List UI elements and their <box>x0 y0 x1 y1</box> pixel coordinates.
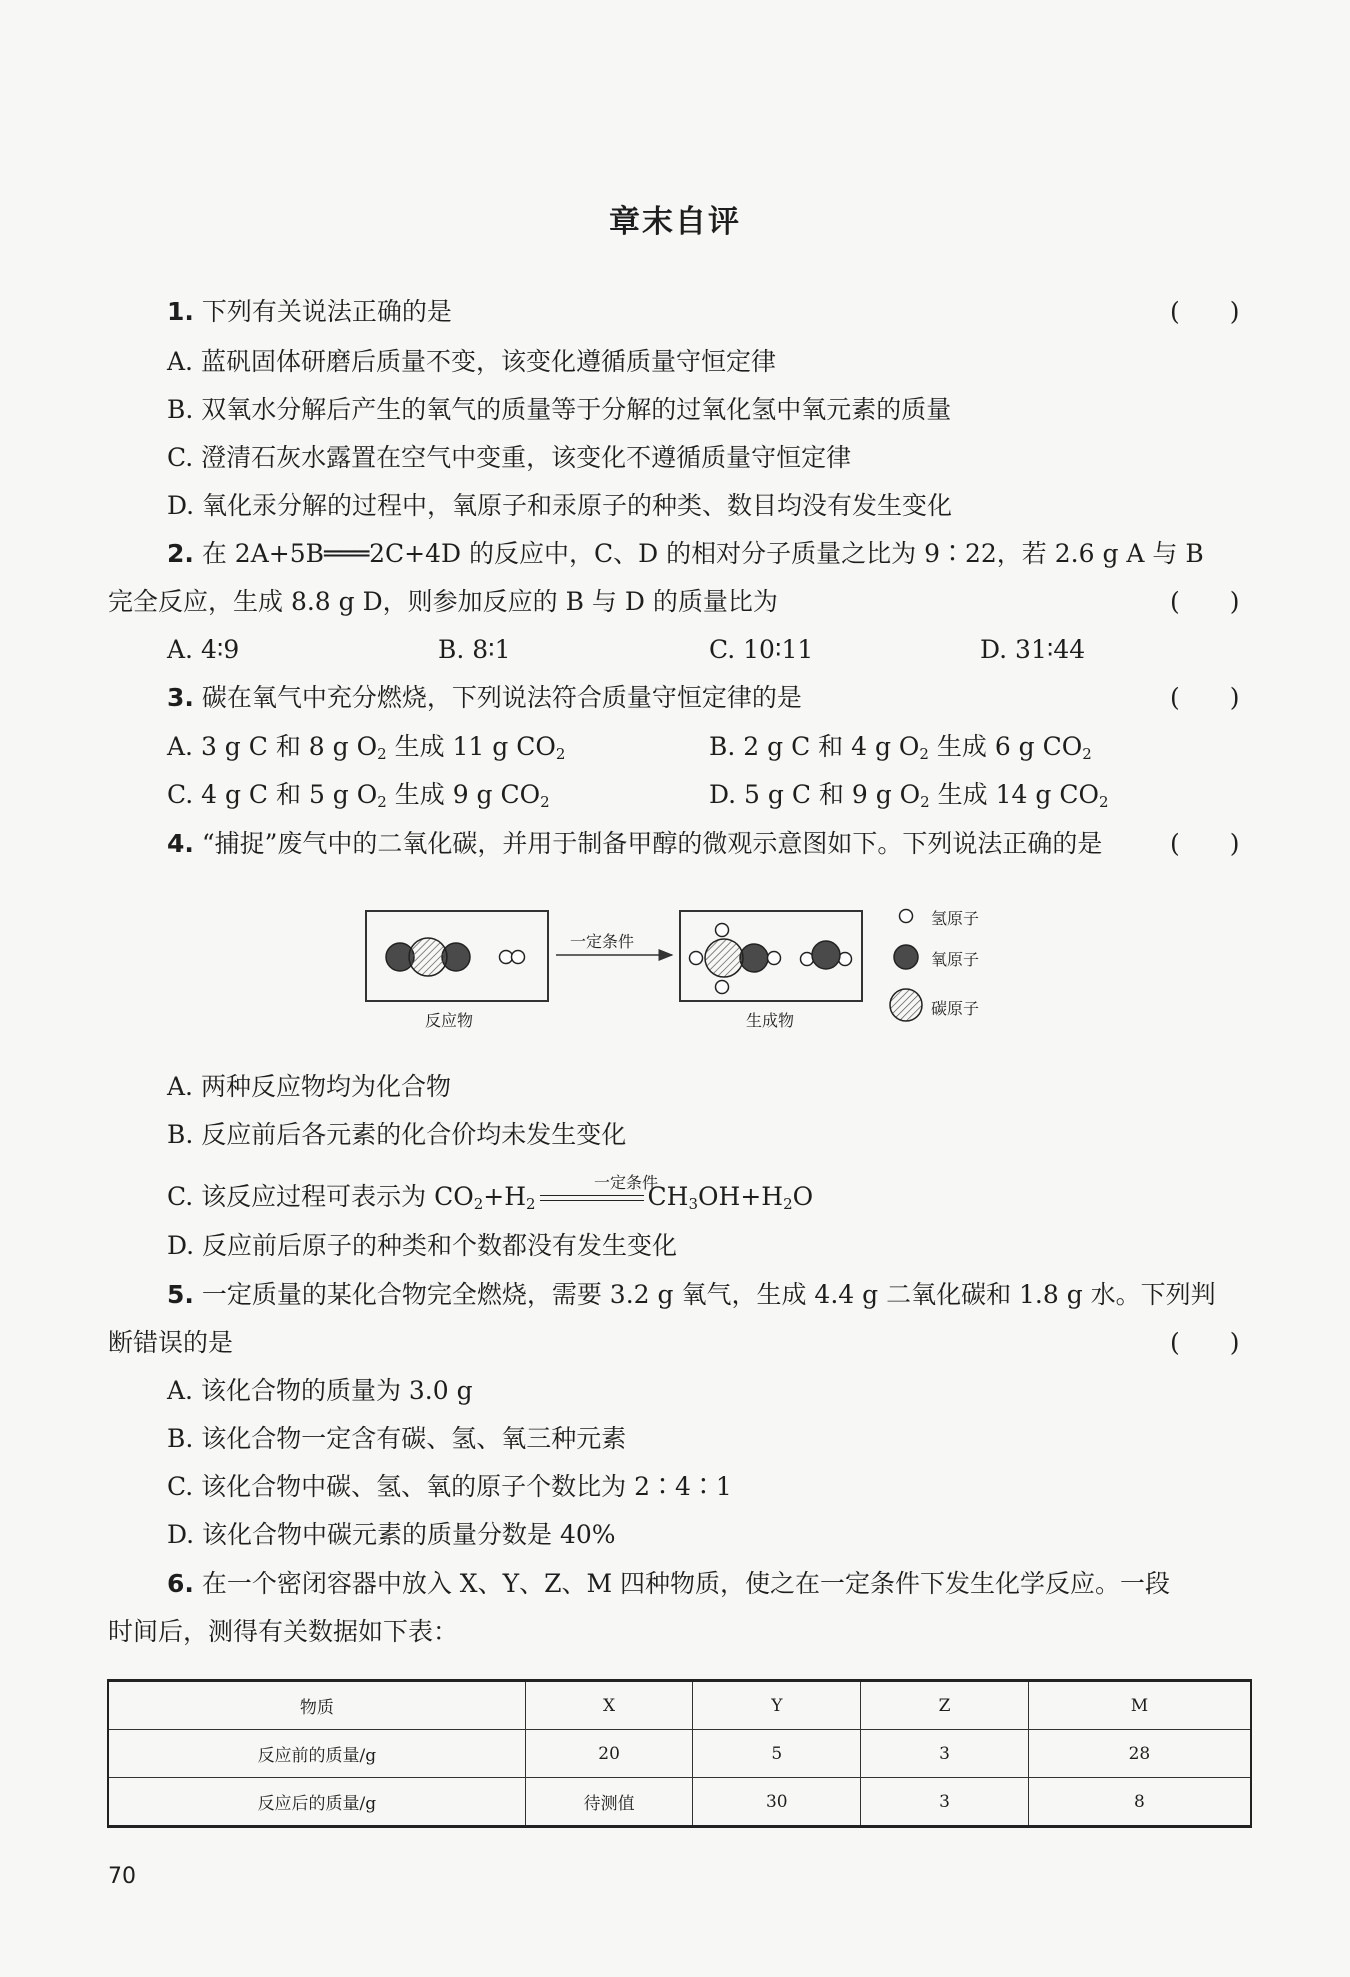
q1-number: 1. <box>167 297 194 326</box>
q3-option-d-part2: 生成 14 g CO <box>929 780 1099 809</box>
oxygen-atom <box>812 941 840 969</box>
q4-answer-paren: ( ) <box>1170 829 1240 858</box>
table-header-cell: Z <box>861 1681 1029 1730</box>
q6-text1: 在一个密闭容器中放入 X、Y、Z、M 四种物质，使之在一定条件下发生化学反应。一段 <box>201 1569 1171 1598</box>
table-header-cell: 物质 <box>108 1681 525 1730</box>
table-cell: 反应前的质量/g <box>108 1730 525 1778</box>
table-row <box>108 1730 1251 1778</box>
table-cell: 3 <box>861 1778 1029 1827</box>
q2-option-a: A. 4∶9 <box>167 635 240 664</box>
q3-option-a-part2: 生成 11 g CO <box>386 732 556 761</box>
q3-option-d-sub2: 2 <box>1098 793 1109 811</box>
q4-text: “捕捉”废气中的二氧化碳，并用于制备甲醇的微观示意图如下。下列说法正确的是 <box>201 829 1103 858</box>
table-row <box>108 1778 1251 1827</box>
q4-option-c-post3: O <box>792 1182 814 1211</box>
q6-number: 6. <box>167 1569 194 1598</box>
q5-option-c: C. 该化合物中碳、氢、氧的原子个数比为 2∶4∶1 <box>167 1472 732 1501</box>
q1-stem <box>167 296 452 328</box>
q3-option-c-part1: C. 4 g C 和 5 g O <box>167 780 378 809</box>
q3-option-d <box>709 779 1109 811</box>
q3-option-b-sub1: 2 <box>919 745 929 763</box>
q3-option-d-sub1: 2 <box>920 793 930 811</box>
q3-option-b-sub2: 2 <box>1082 745 1092 763</box>
page-title: 章末自评 <box>609 204 741 240</box>
q5-number: 5. <box>167 1280 194 1309</box>
table-header-cell: X <box>525 1681 693 1730</box>
q4-option-b: B. 反应前后各元素的化合价均未发生变化 <box>167 1120 627 1149</box>
q2-number: 2. <box>167 539 194 568</box>
q6-stem-line1 <box>167 1568 1170 1600</box>
q5-stem-line2: 断错误的是 <box>108 1328 234 1357</box>
q3-option-a <box>167 731 565 763</box>
q4-option-c <box>167 1181 813 1213</box>
hydrogen-atom <box>690 952 703 965</box>
table-cell: 待测值 <box>525 1778 693 1827</box>
q3-text: 碳在氧气中充分燃烧，下列说法符合质量守恒定律的是 <box>201 683 802 712</box>
table-cell: 5 <box>693 1730 861 1778</box>
q5-text1: 一定质量的某化合物完全燃烧，需要 3.2 g 氧气，生成 4.4 g 二氧化碳和 1.8 g 水。下列判 <box>201 1280 1216 1309</box>
q4-option-c-mid: +H <box>483 1182 526 1211</box>
hydrogen-atom <box>500 951 513 964</box>
q5-option-a: A. 该化合物的质量为 3.0 g <box>167 1376 473 1405</box>
q1-option-d: D. 氧化汞分解的过程中，氧原子和汞原子的种类、数目均没有发生变化 <box>167 491 953 520</box>
q2-option-b: B. 8∶1 <box>438 635 511 664</box>
q4-number: 4. <box>167 829 194 858</box>
q3-option-c <box>167 779 550 811</box>
q4-option-c-sub1: 2 <box>473 1195 484 1213</box>
q3-option-b-part1: B. 2 g C 和 4 g O <box>709 732 920 761</box>
q5-answer-paren: ( ) <box>1170 1328 1240 1357</box>
q1-answer-paren: ( ) <box>1170 297 1240 326</box>
hydrogen-atom <box>768 952 781 965</box>
q3-option-b-part2: 生成 6 g CO <box>928 732 1083 761</box>
table-cell: 3 <box>861 1730 1029 1778</box>
hydrogen-atom <box>512 951 525 964</box>
q3-option-a-sub1: 2 <box>377 745 387 763</box>
oxygen-atom <box>740 944 768 972</box>
q3-answer-paren: ( ) <box>1170 683 1240 712</box>
q3-option-a-sub2: 2 <box>555 745 566 763</box>
reactant-label: 反应物 <box>425 1011 474 1030</box>
q4-option-d: D. 反应前后原子的种类和个数都没有发生变化 <box>167 1231 678 1260</box>
q2-option-c: C. 10∶11 <box>709 635 814 664</box>
carbon-atom <box>705 939 743 977</box>
table-header-row <box>108 1681 1251 1730</box>
legend-hydrogen-label: 氢原子 <box>931 909 980 928</box>
legend-hydrogen-icon <box>900 910 913 923</box>
q5-option-b: B. 该化合物一定含有碳、氢、氧三种元素 <box>167 1424 627 1453</box>
q2-text1: 在 2A+5B═══2C+4D 的反应中，C、D 的相对分子质量之比为 9∶22，若 2.6 g A 与 B <box>201 539 1204 568</box>
q2-answer-paren: ( ) <box>1170 587 1240 616</box>
q4-option-c-condition: 一定条件 <box>594 1173 659 1192</box>
table-header-cell: M <box>1028 1681 1251 1730</box>
q4-stem <box>167 828 1102 860</box>
arrow-condition-label: 一定条件 <box>570 932 635 951</box>
q3-option-b <box>709 731 1092 763</box>
table-cell: 8 <box>1028 1778 1251 1827</box>
table-cell: 20 <box>525 1730 693 1778</box>
q2-option-d: D. 31∶44 <box>980 635 1086 664</box>
legend-carbon-icon <box>890 989 922 1021</box>
q3-number: 3. <box>167 683 194 712</box>
q4-option-c-sub4: 2 <box>783 1195 793 1213</box>
q2-stem-line2: 完全反应，生成 8.8 g D，则参加反应的 B 与 D 的质量比为 <box>108 587 778 616</box>
q6-data-table <box>107 1679 1252 1828</box>
q3-option-c-sub2: 2 <box>540 793 550 811</box>
q4-option-a: A. 两种反应物均为化合物 <box>167 1072 451 1101</box>
q4-option-c-sub3: 3 <box>688 1195 699 1213</box>
q3-option-c-part2: 生成 9 g CO <box>386 780 541 809</box>
q1-option-a: A. 蓝矾固体研磨后质量不变，该变化遵循质量守恒定律 <box>167 347 776 376</box>
q1-option-b: B. 双氧水分解后产生的氧气的质量等于分解的过氧化氢中氧元素的质量 <box>167 395 952 424</box>
hydrogen-atom <box>716 981 729 994</box>
q1-text: 下列有关说法正确的是 <box>201 297 452 326</box>
q6-stem-line2: 时间后，测得有关数据如下表： <box>108 1617 459 1646</box>
q3-option-d-part1: D. 5 g C 和 9 g O <box>709 780 921 809</box>
q4-option-c-post2: OH+H <box>698 1182 784 1211</box>
table-header-cell: Y <box>693 1681 861 1730</box>
q2-stem-line1 <box>167 538 1204 570</box>
legend-carbon-label: 碳原子 <box>931 999 980 1018</box>
q4-option-c-post1: CH <box>647 1182 689 1211</box>
hydrogen-atom <box>716 924 729 937</box>
legend-oxygen-icon <box>894 945 918 969</box>
table-cell: 反应后的质量/g <box>108 1778 525 1827</box>
q1-option-c: C. 澄清石灰水露置在空气中变重，该变化不遵循质量守恒定律 <box>167 443 852 472</box>
page-number: 70 <box>108 1864 136 1889</box>
table-cell: 30 <box>693 1778 861 1827</box>
q5-stem-line1 <box>167 1279 1216 1311</box>
q4-option-c-pre: C. 该反应过程可表示为 CO <box>167 1182 474 1211</box>
q4-option-c-sub2: 2 <box>526 1195 536 1213</box>
q3-option-c-sub1: 2 <box>377 793 387 811</box>
carbon-atom <box>409 938 447 976</box>
q3-option-a-part1: A. 3 g C 和 8 g O <box>167 732 378 761</box>
product-label: 生成物 <box>746 1011 795 1030</box>
legend-oxygen-label: 氧原子 <box>931 950 980 969</box>
table-cell: 28 <box>1028 1730 1251 1778</box>
q5-option-d: D. 该化合物中碳元素的质量分数是 40% <box>167 1520 616 1549</box>
q3-stem <box>167 682 802 714</box>
